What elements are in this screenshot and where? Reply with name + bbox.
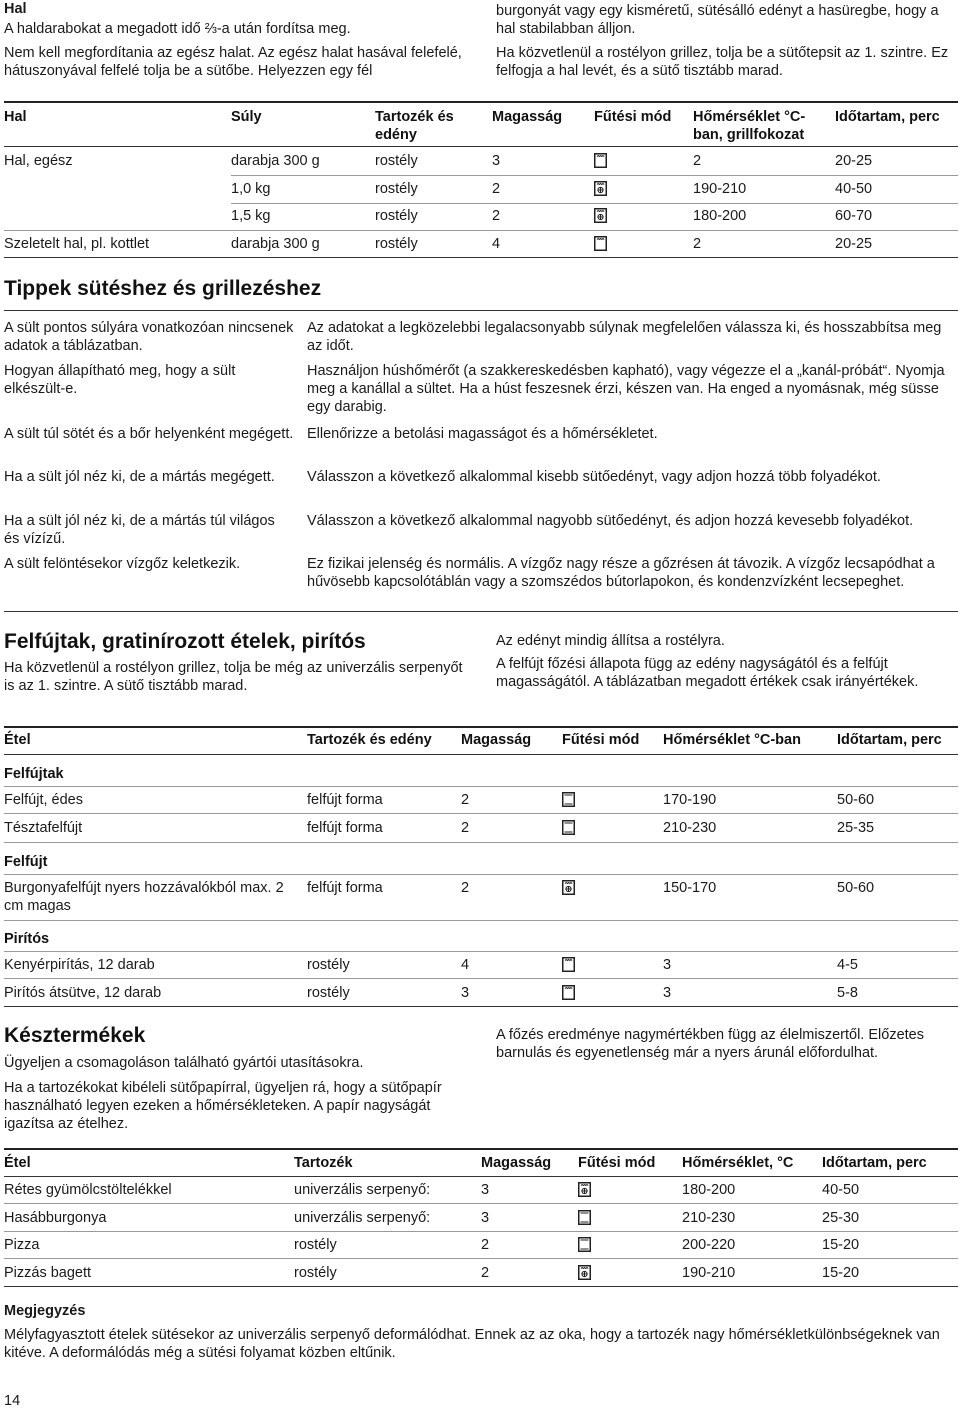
table-rule	[231, 203, 958, 204]
tip-question: A sült túl sötét és a bőr helyenként megégett.	[4, 426, 294, 442]
fish-intro-para1: burgonyát vagy egy kisméretű, sütésálló edényt a hasüregbe, hogy a hal stabilabban álljon.	[496, 3, 939, 37]
table-rule	[4, 754, 958, 755]
grill-top-icon	[594, 153, 607, 168]
tip-answer: Válasszon a következő alkalommal kisebb sütőedényt, vagy adjon hozzá több folyadékot.	[307, 469, 881, 485]
col-header-mode: Fűtési mód	[562, 732, 640, 748]
cell-accessory: rostély	[375, 181, 418, 197]
cell-height: 3	[481, 1210, 490, 1226]
cell-food: Hasábburgonya	[4, 1210, 107, 1226]
page-number: 14	[4, 1393, 21, 1409]
cell-height: 3	[481, 1182, 490, 1198]
top-bottom-heat-icon	[562, 792, 575, 807]
table-rule	[4, 978, 958, 979]
tip-answer: Ellenőrizze a betolási magasságot és a hőmérsékletet.	[307, 426, 658, 442]
cell-fish: Hal, egész	[4, 153, 73, 169]
tip-question: Hogyan állapítható meg, hogy a sült elkészült-e.	[4, 363, 236, 397]
fish-section-title: Hal	[4, 1, 27, 17]
table-rule	[4, 257, 958, 258]
cell-time: 40-50	[835, 181, 873, 197]
col-header-accessory: Tartozék	[294, 1155, 353, 1171]
col-header-temp: Hőmérséklet, °C	[682, 1155, 794, 1171]
cell-food: Pirítós átsütve, 12 darab	[4, 985, 162, 1001]
group-title: Felfújtak	[4, 766, 64, 782]
cell-temp: 3	[663, 957, 672, 973]
table-rule	[4, 310, 958, 311]
souffle-title: Felfújtak, gratinírozott ételek, pirítós	[4, 630, 366, 653]
col-header-height: Magasság	[481, 1155, 552, 1171]
table-rule	[4, 1203, 958, 1204]
cell-height: 4	[461, 957, 470, 973]
cell-accessory: felfújt forma	[307, 820, 383, 836]
table-rule	[4, 726, 958, 728]
cell-temp: 180-200	[682, 1182, 736, 1198]
cell-food: Kenyérpirítás, 12 darab	[4, 957, 155, 973]
souffle-right-p2: A felfújt főzési állapota függ az edény nagyságától és a felfújt magasságától. A táblázatban megadott értékek csak irányértékek.	[496, 656, 919, 690]
grill-top-icon	[562, 957, 575, 972]
cell-temp: 210-230	[663, 820, 717, 836]
tip-question: A sült pontos súlyára vonatkozóan nincsenek adatok a táblázatban.	[4, 320, 294, 354]
cell-time: 60-70	[835, 208, 873, 224]
ready-title: Késztermékek	[4, 1024, 146, 1047]
col-header-height: Magasság	[492, 109, 563, 125]
top-bottom-heat-icon	[578, 1237, 591, 1252]
cell-accessory: felfújt forma	[307, 792, 383, 808]
table-rule	[4, 146, 958, 147]
col-header-accessory: Tartozék és edény	[307, 732, 432, 748]
table-rule	[4, 874, 958, 875]
cell-height: 2	[461, 820, 470, 836]
souffle-left-text: Ha közvetlenül a rostélyon grillez, tolja be még az univerzális serpenyőt is az 1. szintre. A sütő tisztább marad.	[4, 660, 463, 694]
group-title: Felfújt	[4, 854, 48, 870]
tip-question: A sült felöntésekor vízgőz keletkezik.	[4, 556, 241, 572]
note-block	[4, 1302, 949, 1362]
cell-food: Rétes gyümölcstöltelékkel	[4, 1182, 172, 1198]
cell-temp: 150-170	[663, 880, 717, 896]
cell-height: 3	[492, 153, 501, 169]
cell-weight: 1,5 kg	[231, 208, 271, 224]
cell-food: Felfújt, édes	[4, 792, 83, 808]
cell-height: 2	[481, 1265, 490, 1281]
table-rule	[4, 230, 958, 231]
cell-accessory: rostély	[375, 208, 418, 224]
col-header-accessory: Tartozék és edény	[375, 109, 454, 143]
table-rule	[4, 1176, 958, 1177]
tip-answer: Használjon húshőmérőt (a szakkereskedésben kapható), vagy végezze el a „kanál-próbát“. Nyomja meg a kanállal a sültet. Ha a húst feszesnek érzi, készen van. Ha enged a nyomásnak, még süsse egy darabig.	[307, 363, 945, 415]
col-header-food: Étel	[4, 732, 31, 748]
cell-temp: 170-190	[663, 792, 717, 808]
grill-fan-icon	[578, 1265, 591, 1280]
col-header-temp: Hőmérséklet °C-ban, grillfokozat	[693, 109, 806, 143]
table-rule	[4, 920, 958, 921]
cell-height: 2	[492, 181, 501, 197]
cell-accessory: rostély	[307, 985, 350, 1001]
cell-height: 2	[481, 1237, 490, 1253]
cell-weight: darabja 300 g	[231, 236, 320, 252]
note-text: Mélyfagyasztott ételek sütésekor az univerzális serpenyő deformálódhat. Ennek az az oka, hogy a tartozék nagy hőmérsékletkülönbségeknek van kitéve. A deformálódás még a sütési folyamat közben eltűnik.	[4, 1327, 940, 1361]
cell-food: Tésztafelfújt	[4, 820, 83, 836]
cell-temp: 2	[693, 153, 702, 169]
cell-accessory: rostély	[294, 1237, 337, 1253]
grill-fan-icon	[594, 181, 607, 196]
col-header-time: Időtartam, perc	[837, 732, 942, 748]
cell-temp: 210-230	[682, 1210, 736, 1226]
col-header-height: Magasság	[461, 732, 532, 748]
cell-weight: darabja 300 g	[231, 153, 320, 169]
ready-p1: Ügyeljen a csomagoláson található gyártói utasításokra.	[4, 1055, 364, 1071]
cell-time: 50-60	[837, 792, 875, 808]
cell-temp: 180-200	[693, 208, 747, 224]
fish-intro-line1: A haldarabokat a megadott idő ⅔-a után fordítsa meg.	[4, 21, 351, 37]
grill-top-icon	[594, 236, 607, 251]
cell-temp: 190-210	[693, 181, 747, 197]
col-header-temp: Hőmérséklet °C-ban	[663, 732, 801, 748]
cell-accessory: felfújt forma	[307, 880, 383, 896]
cell-height: 4	[492, 236, 501, 252]
cell-weight: 1,0 kg	[231, 181, 271, 197]
cell-height: 3	[461, 985, 470, 1001]
ready-right-p1: A főzés eredménye nagymértékben függ az élelmiszertől. Előzetes barnulás és egyenetlenség már a nyers árunál előfordulhat.	[496, 1027, 924, 1061]
table-rule	[4, 813, 958, 814]
cell-fish: Szeletelt hal, pl. kottlet	[4, 236, 150, 252]
cell-time: 15-20	[822, 1265, 860, 1281]
table-rule	[231, 175, 958, 176]
cell-time: 50-60	[837, 880, 875, 896]
cell-accessory: rostély	[294, 1265, 337, 1281]
tips-title: Tippek sütéshez és grillezéshez	[4, 277, 322, 300]
cell-temp: 2	[693, 236, 702, 252]
tip-answer: Válasszon a következő alkalommal nagyobb sütőedényt, és adjon hozzá kevesebb folyadékot.	[307, 513, 914, 529]
col-header-time: Időtartam, perc	[835, 109, 940, 125]
cell-temp: 3	[663, 985, 672, 1001]
col-header-weight: Súly	[231, 109, 262, 125]
cell-time: 25-30	[822, 1210, 860, 1226]
cell-accessory: rostély	[307, 957, 350, 973]
table-rule	[4, 101, 958, 103]
cell-time: 20-25	[835, 153, 873, 169]
cell-height: 2	[461, 792, 470, 808]
grill-fan-icon	[562, 880, 575, 895]
top-bottom-heat-icon	[578, 1210, 591, 1225]
table-rule	[4, 611, 958, 612]
cell-accessory: rostély	[375, 236, 418, 252]
table-rule	[4, 842, 958, 843]
top-bottom-heat-icon	[562, 820, 575, 835]
group-title: Pirítós	[4, 931, 50, 947]
cell-time: 40-50	[822, 1182, 860, 1198]
fish-intro-para2: Ha közvetlenül a rostélyon grillez, tolja be a sütőtepsit az 1. szintre. Ez felfogja a hal levét, és a sütő tisztább marad.	[496, 45, 949, 79]
cell-time: 15-20	[822, 1237, 860, 1253]
table-rule	[4, 951, 958, 952]
tip-question: Ha a sült jól néz ki, de a mártás túl világos és vízízű.	[4, 513, 275, 547]
cell-food: Pizzás bagett	[4, 1265, 92, 1281]
cell-time: 25-35	[837, 820, 875, 836]
cell-time: 20-25	[835, 236, 873, 252]
cell-time: 5-8	[837, 985, 858, 1001]
cell-time: 4-5	[837, 957, 858, 973]
cell-height: 2	[492, 208, 501, 224]
table-rule	[4, 786, 958, 787]
fish-intro-right	[496, 2, 956, 80]
col-header-mode: Fűtési mód	[578, 1155, 656, 1171]
ready-p2: Ha a tartozékokat kibéleli sütőpapírral, ügyeljen rá, hogy a sütőpapír használható legyen ezeken a hőmérsékleteken. A papír nagyságát igazítsa az ételhez.	[4, 1080, 442, 1132]
fish-intro-line2: Nem kell megfordítania az egész halat. Az egész halat hasával felefelé, hátuszonyával felfelé tolja be a sütőbe. Helyezzen egy fél	[4, 45, 462, 79]
col-header-time: Időtartam, perc	[822, 1155, 927, 1171]
cell-temp: 200-220	[682, 1237, 736, 1253]
table-rule	[4, 1286, 958, 1287]
grill-fan-icon	[578, 1182, 591, 1197]
cell-height: 2	[461, 880, 470, 896]
grill-fan-icon	[594, 208, 607, 223]
tip-question: Ha a sült jól néz ki, de a mártás megégett.	[4, 469, 275, 485]
col-header-fish: Hal	[4, 109, 27, 125]
tip-answer: Az adatokat a legközelebbi legalacsonyabb súlynak megfelelően válassza ki, és hosszabbítsa meg az időt.	[307, 320, 942, 354]
cell-accessory: univerzális serpenyő:	[294, 1210, 431, 1226]
table-rule	[4, 1148, 958, 1150]
table-rule	[4, 1231, 958, 1232]
col-header-mode: Fűtési mód	[594, 109, 672, 125]
cell-accessory: univerzális serpenyő:	[294, 1182, 431, 1198]
table-rule	[4, 1006, 958, 1007]
tip-answer: Ez fizikai jelenség és normális. A vízgőz nagy része a gőzrésen át távozik. A vízgőz lecsapódhat a hűvösebb kapcsolótáblán vagy a szomszédos bútorlapokon, és kondenzvízként lecsepeghet.	[307, 556, 935, 590]
table-rule	[4, 1258, 958, 1259]
cell-accessory: rostély	[375, 153, 418, 169]
cell-food: Pizza	[4, 1237, 40, 1253]
grill-top-icon	[562, 985, 575, 1000]
souffle-right-p1: Az edényt mindig állítsa a rostélyra.	[496, 633, 725, 649]
fish-intro-left	[4, 0, 466, 80]
col-header-food: Étel	[4, 1155, 31, 1171]
cell-food: Burgonyafelfújt nyers hozzávalókból max. 2 cm magas	[4, 880, 284, 914]
cell-temp: 190-210	[682, 1265, 736, 1281]
note-title: Megjegyzés	[4, 1303, 86, 1319]
